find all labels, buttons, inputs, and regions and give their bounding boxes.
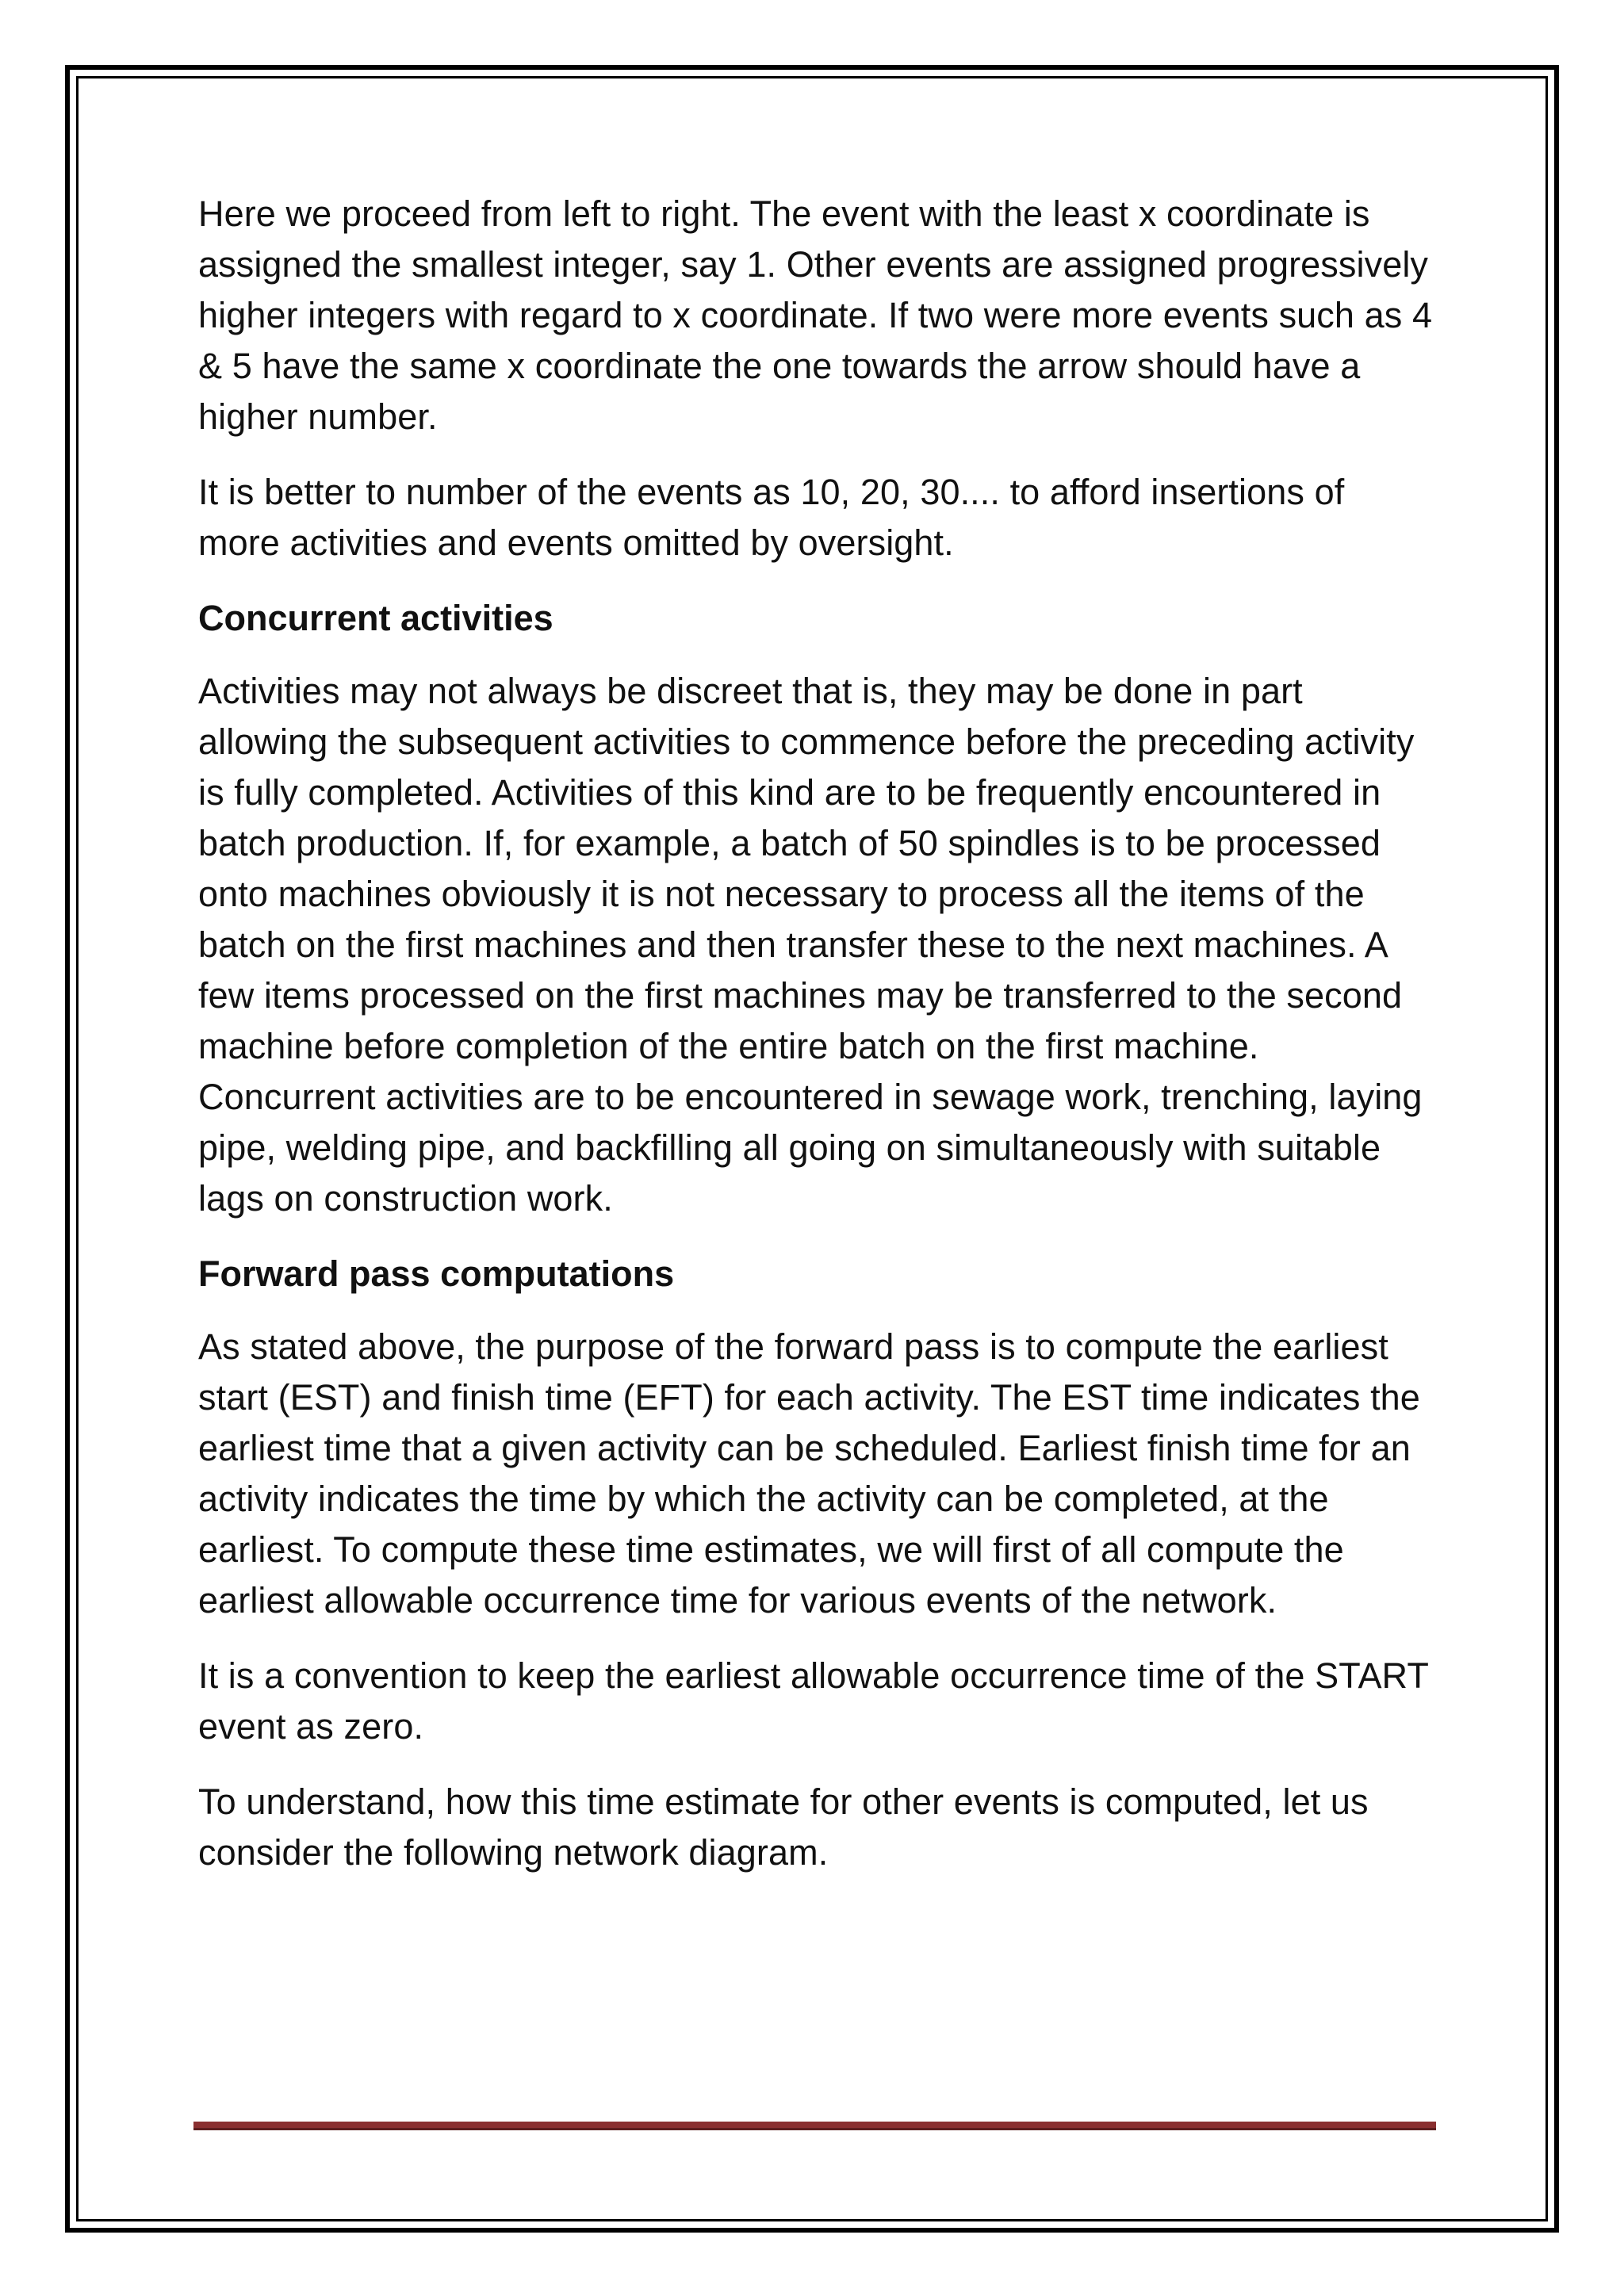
paragraph-network-diagram-intro: To understand, how this time estimate for other events is computed, let us consider the following network diagram. — [198, 1781, 1369, 1873]
page-content — [198, 189, 1435, 1903]
paragraph-event-numbering: Here we proceed from left to right. The event with the least x coordinate is assigned the smallest integer, say 1. Other events are assigned progressively higher integers with regard to x coordinate. If two were more events such as 4 & 5 have the same x coordinate the one towards the arrow should have a higher number. — [198, 193, 1433, 437]
paragraph-concurrent-activities: Activities may not always be discreet that is, they may be done in part allowing the subsequent activities to commence before the preceding activity is fully completed. Activities of this kind are to be frequently encountered in batch production. If, for example, a batch of 50 spindles is to be processed onto machines obviously it is not necessary to process all the items of the batch on the first machines and then transfer these to the next machines. A few items processed on the first machines may be transferred to the second machine before completion of the entire batch on the first machine. Concurrent activities are to be encountered in sewage work, trenching, laying pipe, welding pipe, and backfilling all going on simultaneously with suitable lags on construction work. — [198, 671, 1423, 1219]
paragraph-numbering-intervals: It is better to number of the events as 10, 20, 30.... to afford insertions of more activities and events omitted by oversight. — [198, 472, 1345, 563]
heading-concurrent-activities: Concurrent activities — [198, 598, 553, 638]
heading-forward-pass: Forward pass computations — [198, 1253, 675, 1294]
footer-divider — [193, 2122, 1436, 2130]
paragraph-start-event-convention: It is a convention to keep the earliest allowable occurrence time of the START event as zero. — [198, 1655, 1429, 1747]
paragraph-forward-pass-purpose: As stated above, the purpose of the forward pass is to compute the earliest start (EST) and finish time (EFT) for each activity. The EST time indicates the earliest time that a given activity can be scheduled. Earliest finish time for an activity indicates the time by which the activity can be completed, at the earliest. To compute these time estimates, we will first of all compute the earliest allowable occurrence time for various events of the network. — [198, 1326, 1420, 1621]
